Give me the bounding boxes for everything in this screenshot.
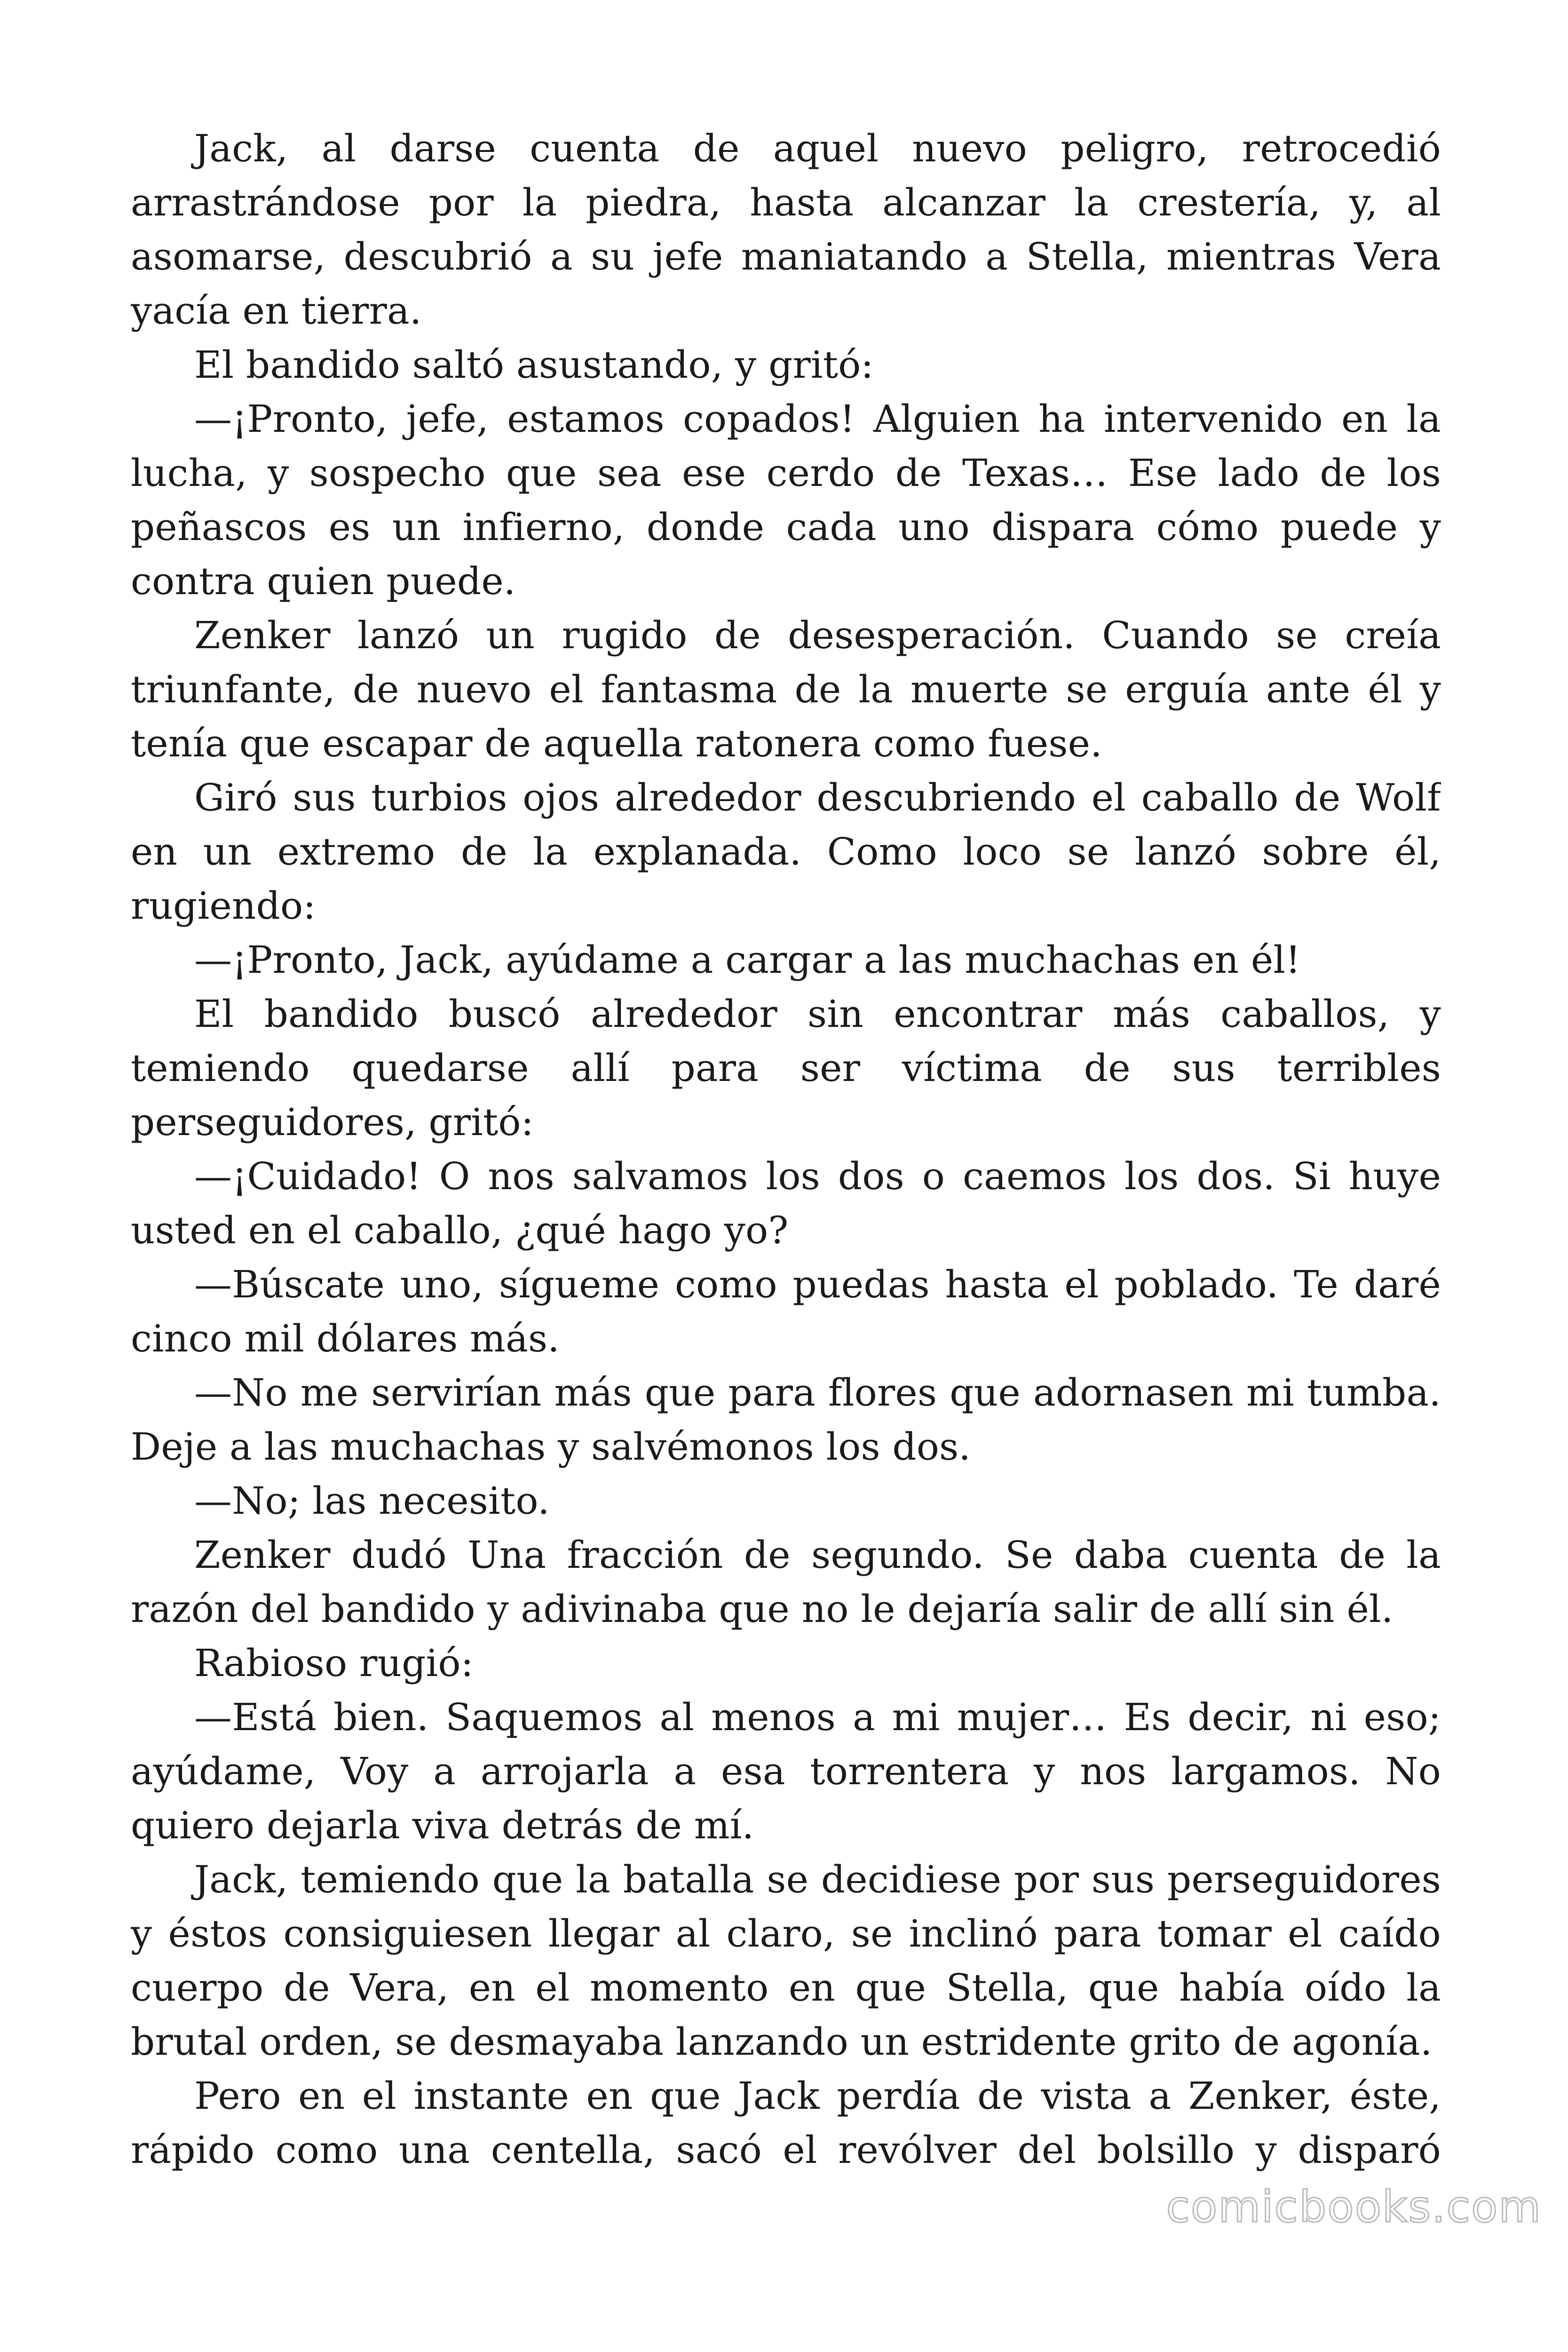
paragraph: —¡Pronto, jefe, estamos copados! Alguien ha intervenido en la lucha, y sospecho que sea ese cerdo de Texas… Ese lado de los peñascos es un infierno, donde cada uno dispara cómo puede y contra quien puede. (131, 397, 1441, 603)
paragraph: Jack, al darse cuenta de aquel nuevo peligro, retrocedió arrastrándose por la piedra, hasta alcanzar la crestería, y, al asomarse, descubrió a su jefe maniatando a Stella, mientras Vera yacía en tierra. (131, 127, 1441, 333)
watermark: comicbooks.com (1166, 2182, 1542, 2232)
paragraph: —No me servirían más que para flores que adornasen mi tumba. Deje a las muchachas y salvémonos los dos. (131, 1371, 1441, 1469)
paragraph: Giró sus turbios ojos alrededor descubriendo el caballo de Wolf en un extremo de la explanada. Como loco se lanzó sobre él, rugiendo: (131, 776, 1441, 928)
paragraph: Jack, temiendo que la batalla se decidiese por sus perseguidores y éstos consiguiesen llegar al claro, se inclinó para tomar el caído cuerpo de Vera, en el momento en que Stella, que había oído la brutal orden, se desmayaba lanzando un estridente grito de agonía. (131, 1858, 1441, 2064)
paragraph: El bandido saltó asustando, y gritó: (194, 343, 874, 387)
paragraph: Zenker lanzó un rugido de desesperación. Cuando se creía triunfante, de nuevo el fantasma de la muerte se erguía ante él y tenía que escapar de aquella ratonera como fuese. (131, 613, 1441, 765)
paragraph: —¡Pronto, Jack, ayúdame a cargar a las muchachas en él! (194, 938, 1301, 982)
paragraph: Pero en el instante en que Jack perdía de vista a Zenker, éste, rápido como una centella, sacó el revólver del bolsillo y disparó (131, 2074, 1441, 2172)
paragraph: —¡Cuidado! O nos salvamos los dos o caemos los dos. Si huye usted en el caballo, ¿qué hago yo? (131, 1154, 1441, 1252)
paragraph: Rabioso rugió: (194, 1641, 474, 1685)
paragraph: —No; las necesito. (194, 1479, 550, 1523)
paragraph: El bandido buscó alrededor sin encontrar más caballos, y temiendo quedarse allí para ser víctima de sus terribles perseguidores, gritó: (131, 992, 1441, 1144)
paragraph: Zenker dudó Una fracción de segundo. Se daba cuenta de la razón del bandido y adivinaba que no le dejaría salir de allí sin él. (131, 1533, 1441, 1631)
paragraph: —Búscate uno, sígueme como puedas hasta el poblado. Te daré cinco mil dólares más. (131, 1263, 1441, 1360)
paragraph: —Está bien. Saquemos al menos a mi mujer… Es decir, ni eso; ayúdame, Voy a arrojarla a esa torrentera y nos largamos. No quiero dejarla viva detrás de mí. (131, 1695, 1441, 1847)
book-page-text (131, 121, 1441, 2238)
